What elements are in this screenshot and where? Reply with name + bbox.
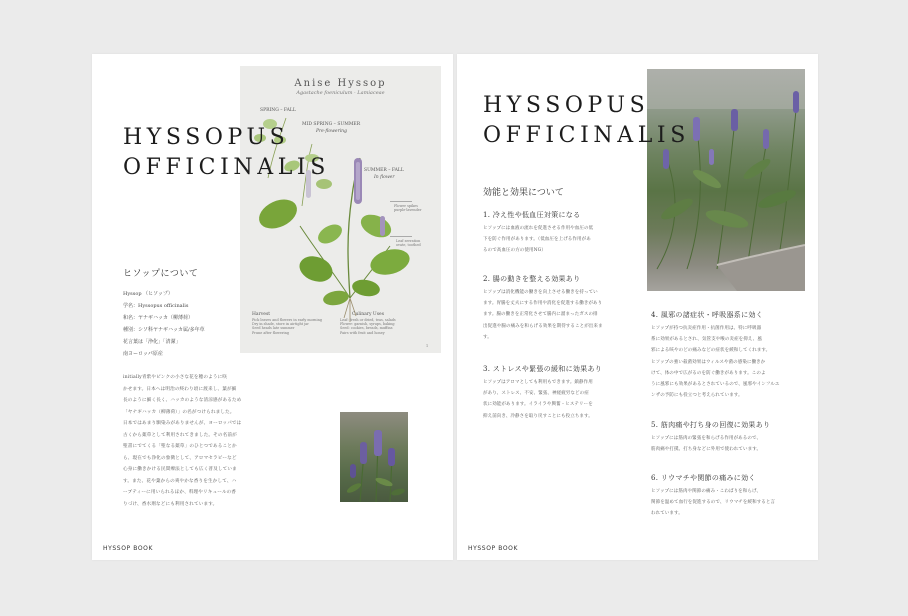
effect-line: ンザの予防にも役立つと考えられています。 (651, 393, 743, 399)
effect-line: ヒソップには筋肉の緊張を和らげる作用があるので、 (651, 436, 762, 441)
illustration-subtitle: Agastache foeniculum · Lamiaceae (296, 90, 385, 96)
effect-line: 状に効能があります。イライラや興奮・ヒステリーを (483, 402, 593, 408)
book-title-line2: OFFICINALIS (483, 123, 690, 148)
info-line: 学名：Hyssopus officinalis (123, 303, 189, 309)
body-line: りづけ、香水剤などにも利用されています。 (123, 501, 218, 507)
effect-line: 筋肉痛や打撲、打ち身などに外用で使われています。 (651, 447, 762, 453)
effect-line: ヒソップが持つ抗炎症作用・抗菌作用は、特に呼吸器 (651, 326, 762, 331)
effect-title-3: 3. ストレスや緊張の緩和に効果あり (483, 365, 603, 373)
effect-line: 出促進や腸の痛みを和らげる効果を期待することが出来ま (483, 323, 603, 329)
illustration-label-summer-sub: In flower (374, 175, 395, 180)
info-line: Hyssop （ヒソップ） (123, 291, 173, 297)
body-line: 「ヤナギハッカ（柳薄荷）」の名がつけられました。 (123, 409, 235, 415)
effects-heading: 効能と効果について (483, 188, 564, 198)
illustration-label-mid-sub: Pre-flowering (316, 129, 347, 134)
illustration-label-harvest: Harvest (252, 312, 271, 317)
effect-line: ます。胃腸を丈夫にする作用や消化を促進する働きがあり (483, 301, 603, 307)
effect-line: るので高血圧の方の使用NG） (483, 248, 546, 254)
effect-body-3 (483, 377, 593, 422)
book-title-line1: HYSSOPUS (483, 93, 650, 118)
illustration-title: Anise Hyssop (294, 78, 387, 89)
body-line: 日本ではあまり馴染みがありませんが、ヨーロッパでは (123, 421, 242, 426)
effect-line: ヒソップは消化機能の働きを向上させる働きを持ってい (483, 290, 598, 295)
hyssop-flower-photo (340, 412, 408, 502)
left-page (92, 54, 453, 560)
effect-title-1: 1. 冷え性や低血圧対策になる (483, 211, 581, 219)
effect-line: 系に効果があるとされ、気管支や喉の炎症を抑え、風 (651, 337, 762, 343)
effect-line: 邪による咳やのどの痛みなどの症状を緩和してくれます。 (651, 348, 771, 354)
effect-title-4: 4. 風邪の諸症状・呼吸器系に効く (651, 311, 764, 319)
effect-line: ヒソップには筋肉や関節の痛み・こわばりを和らげ、 (651, 489, 761, 494)
description-paragraph (123, 372, 301, 510)
footer-book-name: HYSSOP BOOK (103, 545, 154, 552)
body-line: す。また、花や葉からの爽やかな香りを生かして、ハ (123, 478, 237, 484)
footer-book-name: HYSSOP BOOK (468, 545, 519, 552)
body-line: initially青紫やピンクの小さな花を穂のように咲 (123, 375, 228, 380)
right-page (457, 54, 818, 560)
book-title-line2: OFFICINALIS (123, 155, 330, 180)
effect-body-5 (651, 433, 761, 455)
body-line: 心身に働きかける民間療法としても広く普及していま (123, 467, 237, 472)
effect-title-6: 6. リウマチや関節の痛みに効く (651, 474, 756, 482)
effect-line: われています。 (651, 511, 683, 517)
about-heading: ヒソップについて (123, 269, 199, 279)
effect-line: 下を防ぐ作用があります。（低血圧を上げる作用があ (483, 237, 591, 243)
illustration-label-spring: SPRING – FALL (260, 108, 296, 113)
effect-line: けて、体の中で広がるのを防ぐ働きがあります。このよ (651, 370, 766, 376)
effect-line: ます。腸の働きを正常化させて腸内に溜まったガスの排 (483, 312, 598, 318)
effect-line: 抑え前向き、冷静さを取り戻すことにも役立ちます。 (483, 413, 593, 419)
illustration-label-summer: SUMMER – FALL (364, 168, 404, 173)
body-line: ーブティーに用いられるほか、料理やリキュールの香 (123, 490, 237, 495)
info-line: 南ヨーロッパ原産 (123, 351, 163, 357)
body-line: 長のように細く長く、ハッカのような清涼感があるため (123, 398, 242, 403)
illustration-label-mid: MID SPRING – SUMMER (302, 122, 361, 127)
effect-body-6 (651, 486, 775, 520)
effect-body-1 (483, 223, 593, 257)
illustration-label-culinary: Culinary Uses (352, 312, 384, 317)
info-line: 和名：ヤナギハッカ（柳薄荷） (123, 315, 194, 321)
effect-body-2 (483, 287, 603, 343)
effect-body-4 (651, 323, 780, 401)
body-line: 古くから薬草として利用されてきました。その名前が (123, 432, 237, 438)
info-list (123, 288, 205, 360)
info-line: 花言葉は「浄化」「清潔」 (123, 339, 181, 345)
effect-line: ヒソップはアロマとしても利用もできます。鎮静作用 (483, 380, 593, 385)
effect-line: 関節を温めて血行を促進するので、リウマチを緩和すると言 (651, 500, 776, 506)
info-line: 種別：シソ科ヤナギハッカ属/多年草 (123, 327, 205, 333)
effect-title-2: 2. 腸の動きを整える効果あり (483, 275, 581, 283)
effect-line: す。 (483, 334, 492, 340)
effect-title-5: 5. 筋肉痛や打ち身の回復に効果あり (651, 421, 771, 429)
body-line: ら、現在でも浄化の象徴として、アロマセラピーなど (123, 455, 237, 461)
body-line: かせます。日本へは明治の終わり頃に渡来し、葉が細 (123, 386, 237, 392)
illustration-caption: 1 (426, 344, 429, 348)
effect-line: うに風邪にも効果があるとされているので、風邪やインフルエ (651, 382, 780, 388)
botanical-illustration: Anise Hyssop Agastache foeniculum · Lamiaceae SPRING – FALL MID SPRING – SUMMER Pre-flowering SUMMER – FALL In flower Flower spikes purple-lavender Leaf serration ovate, toothed Harvest Pick leaves and flowers in early morning Dry in shade, store in airtight jar Seed heads late summer Prune after flowering Culinary Uses Leaf: fresh or dried, teas, salads Flower: garnish, syrups, baking Seed: cookies, breads, muffins Pairs with fruit and honey 1 (240, 66, 441, 353)
effect-line: があり、ストレス、不安、緊張、神経疲労などの症 (483, 391, 589, 397)
book-title-line1: HYSSOPUS (123, 125, 290, 150)
body-line: 聖書にでてくる「聖なる薬草」のひとつであることか (123, 444, 237, 449)
effect-line: ヒソップの強い殺菌効果はウィルスや菌の感染に働きか (651, 359, 766, 365)
effect-line: ヒソップには血液の流れを促進させる作用や血圧の低 (483, 226, 594, 231)
